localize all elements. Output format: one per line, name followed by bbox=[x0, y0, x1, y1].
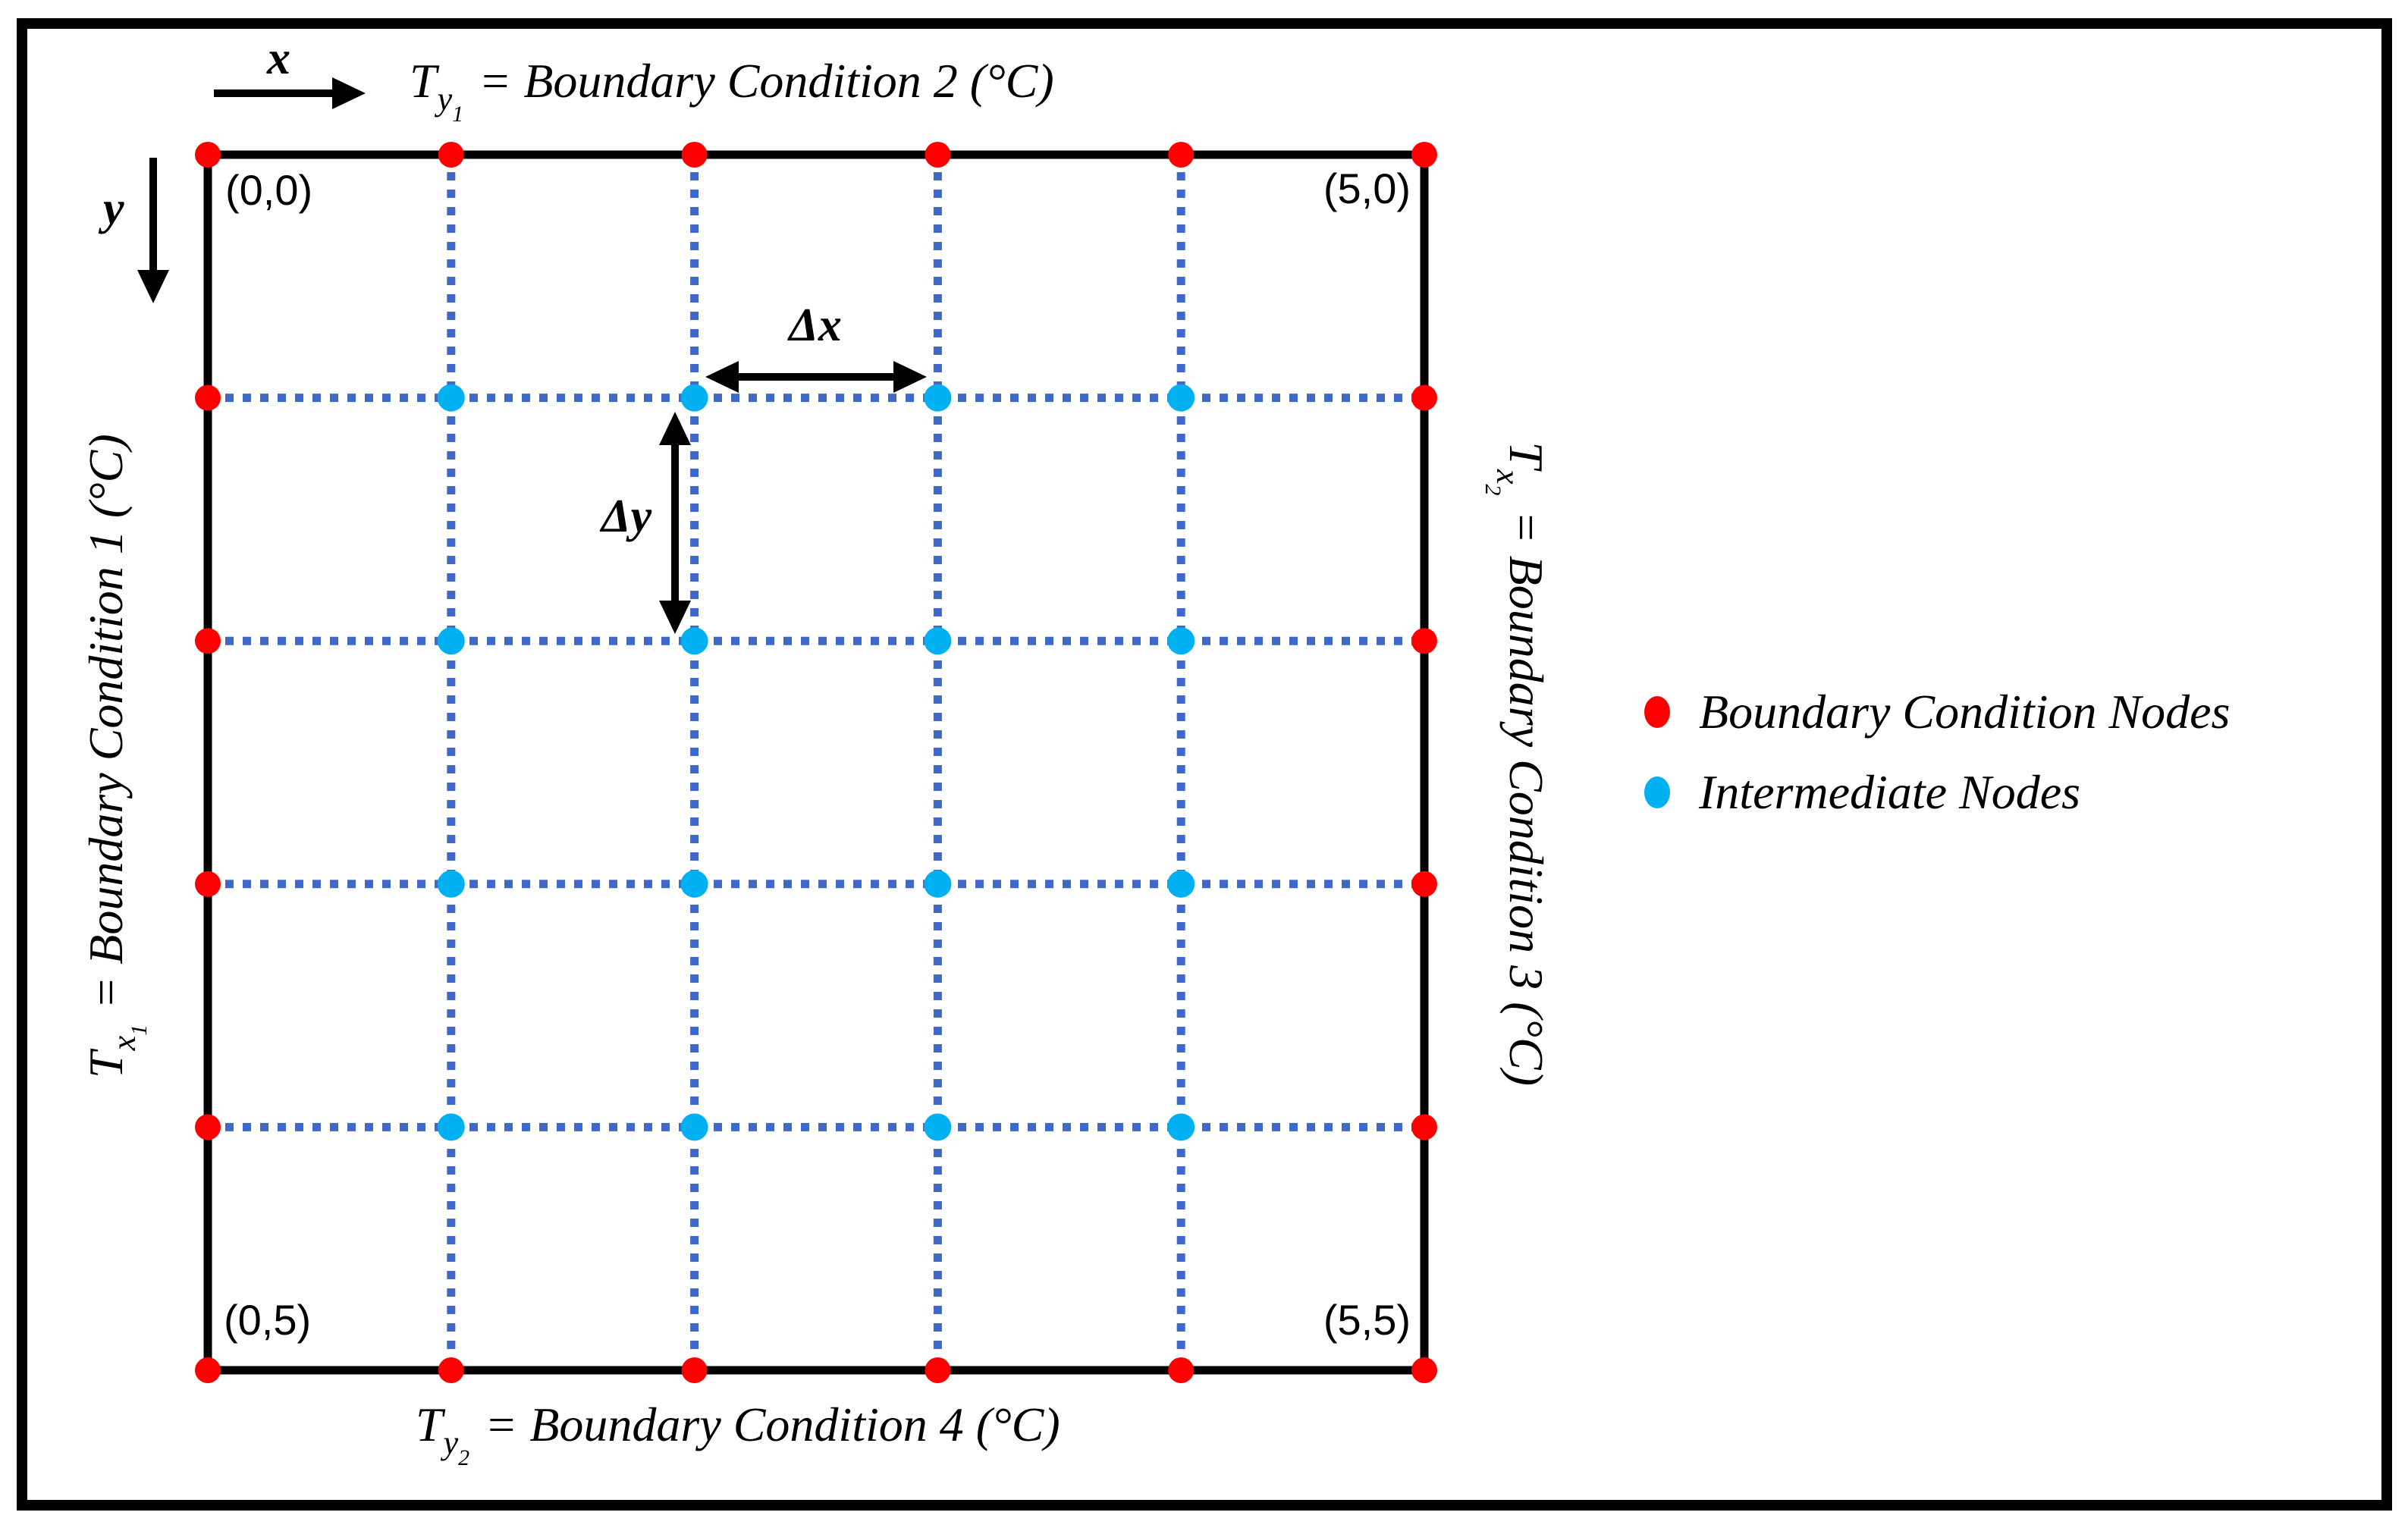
boundary-node bbox=[925, 1357, 950, 1383]
boundary-node bbox=[195, 385, 221, 411]
delta-y-arrow-head bbox=[659, 601, 691, 634]
delta-x-arrow-head bbox=[705, 361, 739, 393]
boundary-node bbox=[438, 1357, 464, 1383]
right-boundary-label: Tx2= Boundary Condition 3 (°C) bbox=[1480, 441, 1554, 1087]
top-boundary-symbol: T bbox=[410, 54, 437, 108]
intermediate-node bbox=[1167, 627, 1195, 654]
boundary-node bbox=[925, 142, 950, 168]
boundary-node bbox=[682, 142, 708, 168]
left-boundary-label: Tx1= Boundary Condition 1 (°C) bbox=[78, 434, 152, 1079]
delta-y-arrow-head bbox=[659, 412, 691, 445]
intermediate-node bbox=[924, 871, 951, 898]
intermediate-node bbox=[924, 384, 951, 412]
intermediate-node bbox=[1167, 384, 1195, 412]
delta-x-arrow-head bbox=[893, 361, 927, 393]
boundary-node bbox=[1168, 1357, 1194, 1383]
corner-label-bottom-right: (5,5) bbox=[1323, 1296, 1411, 1344]
boundary-node bbox=[682, 1357, 708, 1383]
x-axis-arrow-head bbox=[332, 77, 366, 109]
boundary-node bbox=[195, 142, 221, 168]
left-boundary-symbol: T bbox=[78, 1051, 133, 1079]
bottom-boundary-label: Ty2= Boundary Condition 4 (°C) bbox=[416, 1398, 1060, 1470]
boundary-node bbox=[1411, 628, 1437, 654]
top-boundary-label: Ty1= Boundary Condition 2 (°C) bbox=[410, 54, 1054, 127]
boundary-node bbox=[1411, 871, 1437, 897]
intermediate-node bbox=[681, 1113, 708, 1140]
right-boundary-symbol: T bbox=[1499, 441, 1554, 469]
intermediate-node bbox=[681, 384, 708, 412]
legend-label-boundary-nodes: Boundary Condition Nodes bbox=[1699, 685, 2231, 739]
delta-y-label: Δy bbox=[601, 491, 652, 542]
intermediate-node bbox=[1167, 1113, 1195, 1140]
boundary-node bbox=[195, 628, 221, 654]
boundary-node bbox=[1411, 1114, 1437, 1140]
legend bbox=[1644, 672, 2230, 833]
y-axis-arrow-head bbox=[137, 270, 169, 303]
boundary-node bbox=[195, 871, 221, 897]
boundary-node bbox=[1411, 1357, 1437, 1383]
x-axis-label: x bbox=[267, 33, 290, 84]
intermediate-node bbox=[438, 384, 465, 412]
intermediate-node bbox=[1167, 871, 1195, 898]
delta-x-label: Δx bbox=[789, 300, 842, 351]
intermediate-node bbox=[681, 871, 708, 898]
corner-label-top-right: (5,0) bbox=[1323, 165, 1411, 212]
boundary-node bbox=[1411, 142, 1437, 168]
intermediate-node-legend-dot-icon bbox=[1644, 776, 1670, 808]
bottom-boundary-symbol: T bbox=[416, 1398, 443, 1451]
legend-item-boundary-nodes bbox=[1644, 672, 2230, 752]
legend-item-intermediate-nodes bbox=[1644, 752, 2230, 833]
intermediate-node bbox=[438, 871, 465, 898]
intermediate-node bbox=[681, 627, 708, 654]
y-axis-label: y bbox=[103, 183, 124, 234]
intermediate-node bbox=[438, 1113, 465, 1140]
boundary-node bbox=[195, 1114, 221, 1140]
boundary-node bbox=[1411, 385, 1437, 411]
boundary-node bbox=[195, 1357, 221, 1383]
intermediate-node bbox=[438, 627, 465, 654]
corner-label-bottom-left: (0,5) bbox=[224, 1296, 312, 1344]
boundary-node bbox=[438, 142, 464, 168]
legend-label-intermediate-nodes: Intermediate Nodes bbox=[1699, 765, 2080, 819]
intermediate-node bbox=[924, 1113, 951, 1140]
corner-label-top-left: (0,0) bbox=[225, 166, 313, 214]
intermediate-node bbox=[924, 627, 951, 654]
boundary-node bbox=[1168, 142, 1194, 168]
boundary-node-legend-dot-icon bbox=[1644, 696, 1670, 728]
